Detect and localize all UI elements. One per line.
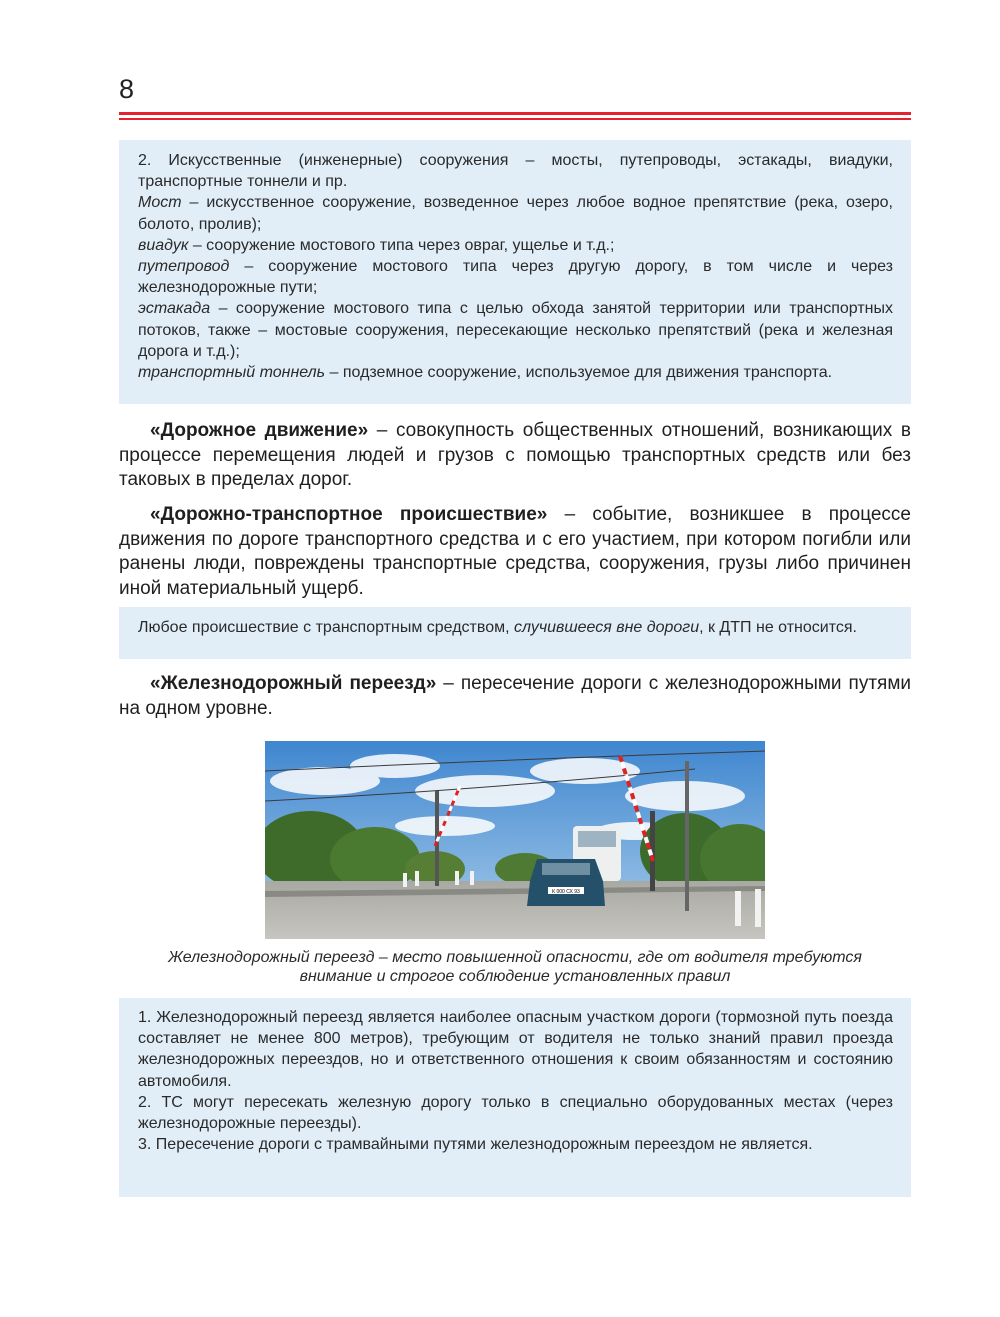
blue-car [527,859,605,906]
term-puteprovod: путепровод [138,258,230,276]
note-box-railway [119,998,911,1197]
box-text: – сооружение мостового типа через другую дорогу, в том числе и через железнодорожные пути; [138,258,893,297]
note-item: 2. ТС могут пересекать железную дорогу только в специально оборудованных местах (через железнодорожные переезды). [138,1093,893,1133]
definition-road-traffic [119,419,911,493]
definition-term: «Дорожное движение» [150,420,369,441]
note-item: 1. Железнодорожный переезд является наиболее опасным участком дороги (тормозной путь поезда составляет не менее 800 метров), требующим от водителя не только знаний правил проезда железнодорожных переездов, но и ответственного отношения к своим обязанностям и состоянию автомобиля. [138,1009,893,1090]
box-text: 2. Искусственные (инженерные) сооружения – мосты, путепроводы, эстакады, виадуки, транспортные тоннели и пр. [138,152,893,191]
definition-road-accident [119,503,911,601]
definition-term: «Дорожно-транспортное происшествие» [150,504,548,525]
term-estakada: эстакада [138,300,211,318]
term-most: Мост [138,194,182,212]
photo-illustration [265,741,765,939]
box-text: – подземное сооружение, используемое для движения транспорта. [325,364,833,382]
box-text: – сооружение мостового типа с целью обхода занятой территории или транспортных потоков, также – мостовые сооружения, пересекающие несколько препятствий (река и железная дорога и т.д.); [138,300,893,360]
box-text: – сооружение мостового типа через овраг, ущелье и т.д.; [188,236,615,254]
term-tonnel: транспортный тоннель [138,364,326,382]
definition-railway-crossing [119,672,911,721]
note-box-accident [119,607,911,659]
note-box-structures [119,140,911,404]
box-line [138,617,893,638]
caption-line: внимание и строгое соблюдение установленных правил [299,968,731,985]
railway-crossing-photo [265,741,765,939]
box-line [138,256,893,298]
definition-text: – совокупность общественных отношений, возникающих в процессе перемещения людей и грузов с помощью транспортных средств или без таковых в пределах дорог. [119,420,911,491]
license-plate-text: К 000 СХ 93 [552,889,580,895]
box-line [138,235,893,256]
header-rule-thin [119,118,911,120]
box-text: Любое происшествие с транспортным средством, [138,619,514,636]
box-emphasis: случившееся вне дороги [514,619,700,636]
box-text: , к ДТП не относится. [699,619,857,636]
photo-caption [119,948,911,986]
box-text: – искусственное сооружение, возведенное через любое водное препятствие (река, озеро, болото, пролив); [138,194,893,233]
definition-text: – событие, возникшее в процессе движения по дороге транспортного средства и с его участием, при котором погибли или ранены люди, повреждены транспортные средства, сооружения, грузы либо причинен иной материальный ущерб. [119,504,911,599]
box-line [138,362,893,383]
caption-line: Железнодорожный переезд – место повышенной опасности, где от водителя требуются [168,949,862,966]
definition-text: – пересечение дороги с железнодорожными путями на одном уровне. [119,673,911,719]
box-line [138,150,893,192]
definition-term: «Железнодорожный переезд» [150,673,437,694]
header-rule-thick [119,112,911,115]
box-line [138,192,893,234]
page-number: 8 [119,74,135,104]
term-viaduk: виадук [138,236,189,254]
box-line [138,298,893,362]
note-item: 3. Пересечение дороги с трамвайными путями железнодорожным переездом не является. [138,1136,813,1154]
